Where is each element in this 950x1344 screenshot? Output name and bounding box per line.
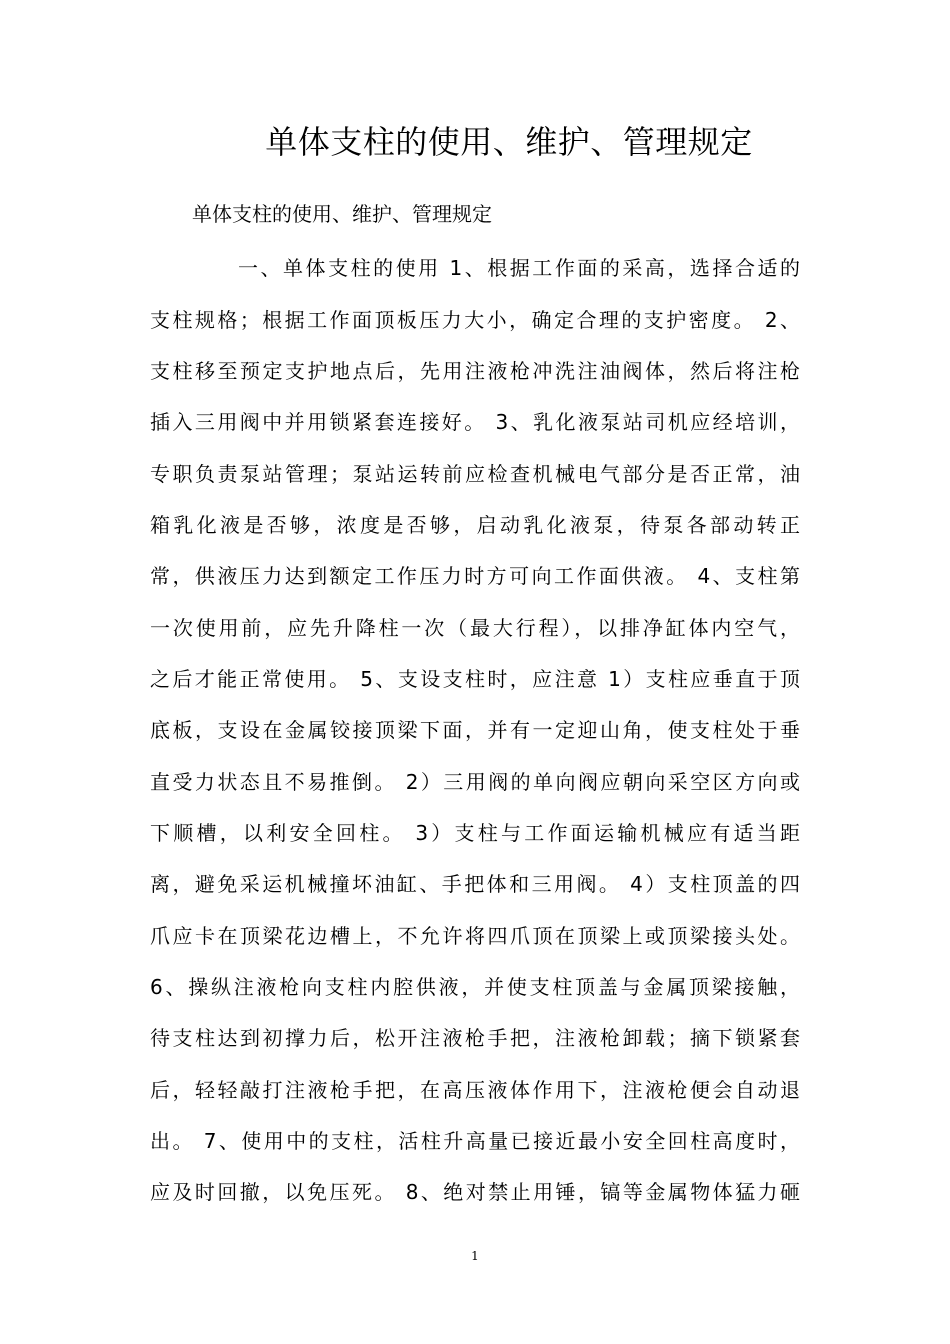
body-line: 下顺槽，以利安全回柱。 3）支柱与工作面运输机械应有适当距 bbox=[150, 821, 800, 845]
page-number: 1 bbox=[471, 1249, 479, 1263]
body-line: 箱乳化液是否够，浓度是否够，启动乳化液泵，待泵各部动转正 bbox=[150, 513, 800, 537]
body-line: 6、操纵注液枪向支柱内腔供液，并使支柱顶盖与金属顶梁接触， bbox=[150, 975, 800, 999]
document-subtitle: 单体支柱的使用、维护、管理规定 bbox=[192, 202, 492, 226]
body-line: 应及时回撤，以免压死。 8、绝对禁止用锤，镐等金属物体猛力砸 bbox=[150, 1180, 800, 1204]
body-line: 出。 7、使用中的支柱，活柱升高量已接近最小安全回柱高度时， bbox=[150, 1129, 800, 1153]
body-line: 离，避免采运机械撞坏油缸、手把体和三用阀。 4）支柱顶盖的四 bbox=[150, 872, 800, 896]
body-line: 爪应卡在顶梁花边槽上，不允许将四爪顶在顶梁上或顶梁接头处。 bbox=[150, 924, 800, 948]
body-line: 一、单体支柱的使用 1、根据工作面的采高，选择合适的 bbox=[238, 256, 800, 280]
body-line: 支柱移至预定支护地点后，先用注液枪冲洗注油阀体，然后将注枪 bbox=[150, 359, 800, 383]
body-line: 底板，支设在金属铰接顶梁下面，并有一定迎山角，使支柱处于垂 bbox=[150, 718, 800, 742]
body-line: 插入三用阀中并用锁紧套连接好。 3、乳化液泵站司机应经培训， bbox=[150, 410, 800, 434]
body-line: 专职负责泵站管理；泵站运转前应检查机械电气部分是否正常，油 bbox=[150, 462, 800, 486]
body-line: 常，供液压力达到额定工作压力时方可向工作面供液。 4、支柱第 bbox=[150, 564, 800, 588]
body-line: 一次使用前，应先升降柱一次（最大行程），以排净缸体内空气， bbox=[150, 616, 800, 640]
document-title: 单体支柱的使用、维护、管理规定 bbox=[265, 123, 753, 161]
body-line: 直受力状态且不易推倒。 2）三用阀的单向阀应朝向采空区方向或 bbox=[150, 770, 800, 794]
body-line: 支柱规格；根据工作面顶板压力大小，确定合理的支护密度。 2、 bbox=[150, 308, 800, 332]
body-line: 待支柱达到初撑力后，松开注液枪手把，注液枪卸载；摘下锁紧套 bbox=[150, 1026, 800, 1050]
body-line: 之后才能正常使用。 5、支设支柱时，应注意 1）支柱应垂直于顶 bbox=[150, 667, 800, 691]
body-line: 后，轻轻敲打注液枪手把，在高压液体作用下，注液枪便会自动退 bbox=[150, 1078, 800, 1102]
